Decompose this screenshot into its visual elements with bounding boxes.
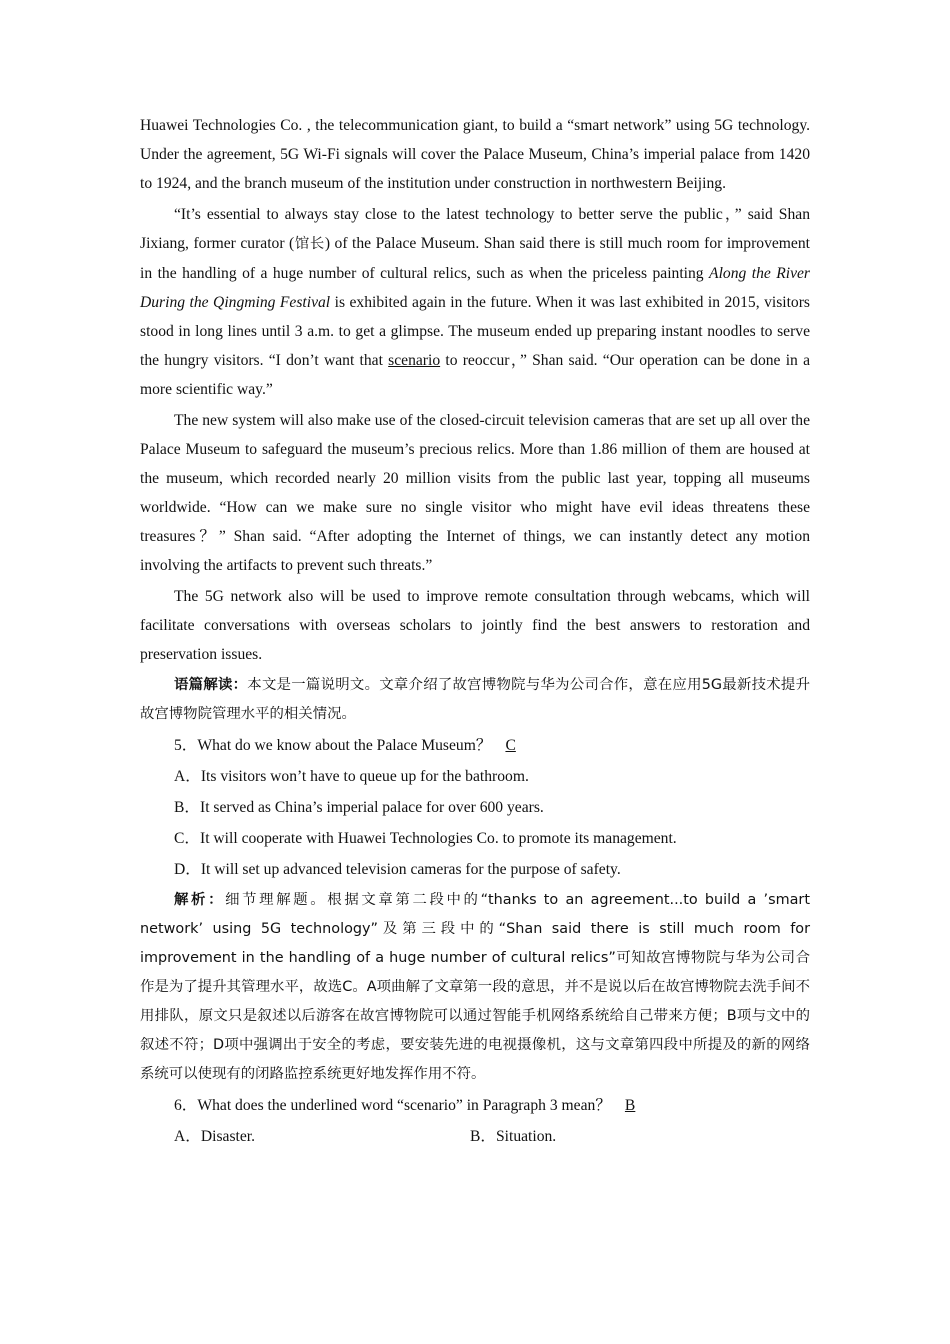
paragraph-3: The new system will also make use of the closed-circuit television cameras that are set up all over the Palace Museum to safeguard the museum’s precious relics. More than 1.86 million of them are housed at the museum, which recorded nearly 20 million visits from the public last year, topping all museums worldwide. “How can we make sure no single visitor who might have evil ideas threatens these treasures？” Shan said. “After adopting the Internet of things, we can instantly detect any motion involving the artifacts to prevent such threats.” (140, 412, 810, 574)
painting-title: Along the River During the Qingming Festival (140, 265, 810, 311)
underlined-word-scenario: scenario (388, 352, 441, 369)
question-5-explanation-label: 解析： (174, 892, 226, 908)
question-6 (140, 1091, 810, 1120)
article-body (140, 111, 810, 1151)
question-6-option-a: A．Disaster. (174, 1128, 255, 1145)
paragraph-2-part1: “It’s essential to always stay close to the latest technology to better serve the public，” said Shan Jixiang, former curator ( (140, 206, 810, 252)
paragraph-1: Huawei Technologies Co. , the telecommunication giant, to build a “smart network” using 5G technology. Under the agreement, 5G Wi-Fi signals will cover the Palace Museum, China’s imperial palace from 1420 to 1924, and the branch museum of the institution under construction in northwestern Beijing. (140, 117, 810, 192)
question-5-option-c: C．It will cooperate with Huawei Technologies Co. to promote its management. (174, 830, 677, 847)
paragraph-2-part4: to reoccur，” Shan said. “Our operation can be done in a more scientific way.” (140, 352, 810, 398)
question-5-answer: C (505, 737, 516, 754)
question-5-option-b: B．It served as China’s imperial palace for over 600 years. (174, 799, 544, 816)
question-5-stem: 5．What do we know about the Palace Museum？ (174, 737, 492, 754)
question-6-options (140, 1122, 810, 1151)
question-5 (140, 731, 810, 760)
paragraph-2 (140, 200, 810, 404)
paragraph-4: The 5G network also will be used to improve remote consultation through webcams, which will facilitate conversations with overseas scholars to jointly find the best answers to restoration and preservation issues. (140, 588, 810, 663)
passage-analysis (140, 671, 810, 729)
paragraph-2-part2: ) of the Palace Museum. Shan said there is still much room for improvement in the handling of a huge number of cultural relics, such as when the priceless painting (140, 235, 810, 282)
question-6-answer: B (624, 1097, 636, 1114)
passage-analysis-text: 本文是一篇说明文。文章介绍了故宫博物院与华为公司合作，意在应用5G最新技术提升故宫博物院管理水平的相关情况。 (140, 677, 810, 722)
question-6-stem: 6．What does the underlined word “scenario” in Paragraph 3 mean？ (174, 1097, 611, 1114)
question-5-option-d: D．It will set up advanced television cameras for the purpose of safety. (174, 861, 621, 878)
question-5-explanation-text: 细节理解题。根据文章第二段中的“thanks to an agreement...to build a ’smart network’ using 5G technology”及第三段中的“Shan said there is still much room for improvement in the handling of a huge number of cultural relics”可知故宫博物院与华为公司合作是为了提升其管理水平，故选C。A项曲解了文章第一段的意思，并不是说以后在故宫博物院去洗手间不用排队，原文只是叙述以后游客在故宫博物院可以通过智能手机网络系统给自己带来方便；B项与文中的叙述不符；D项中强调出于安全的考虑，要安装先进的电视摄像机，这与文章第四段中所提及的新的网络系统可以使现有的闭路监控系统更好地发挥作用不符。 (140, 892, 810, 1082)
question-5-option-a: A．Its visitors won’t have to queue up for the bathroom. (174, 768, 529, 785)
paragraph-2-part3: is exhibited again in the future. When it was last exhibited in 2015, visitors stood in long lines until 3 a.m. to get a glimpse. The museum ended up preparing instant noodles to serve the hungry visitors. “I don’t want that (140, 294, 810, 369)
question-5-explanation (140, 886, 810, 1089)
passage-analysis-label: 语篇解读： (174, 677, 248, 693)
question-6-option-b: B．Situation. (470, 1128, 557, 1145)
curator-chinese-note: 馆长 (294, 236, 325, 252)
